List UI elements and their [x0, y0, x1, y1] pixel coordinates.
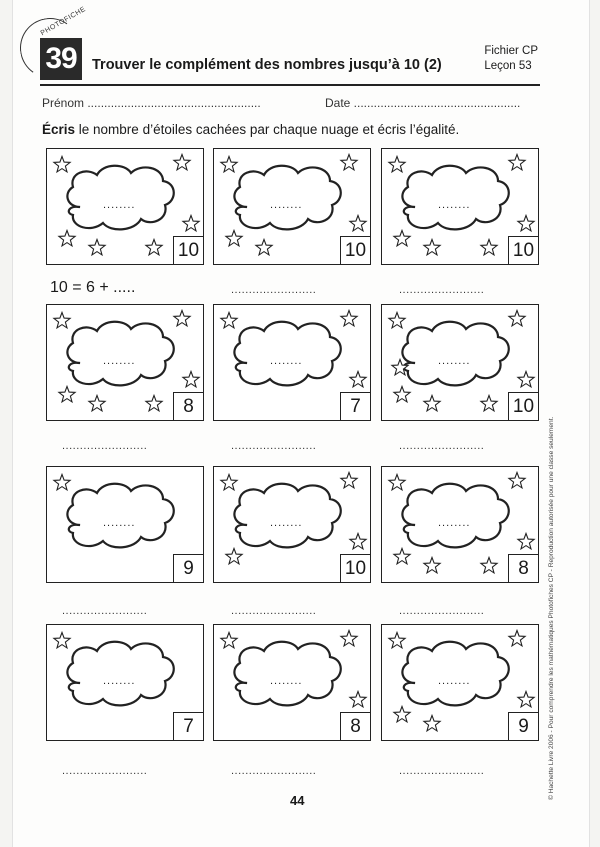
total-number: 7	[340, 392, 371, 421]
star-icon	[341, 631, 357, 646]
star-icon	[424, 396, 440, 411]
fichier-label: Fichier CP	[484, 45, 538, 57]
equality-answer-line[interactable]: ........................	[62, 440, 148, 452]
star-icon	[59, 231, 75, 246]
cloud-icon	[67, 322, 173, 386]
total-number: 8	[340, 712, 371, 741]
cloud-icon	[402, 166, 508, 230]
star-icon	[54, 313, 70, 328]
prenom-field[interactable]: Prénom ....................................................	[42, 96, 261, 110]
star-icon	[481, 396, 497, 411]
cloud-icon	[67, 484, 173, 548]
copyright-notice: © Hachette Livre 2006 - Pour comprendre les mathématiques Photofiches CP - Reproduction autorisée pour une classe seulement.	[548, 416, 555, 800]
star-icon	[350, 692, 366, 707]
sheet-number-badge: 39	[40, 38, 82, 80]
example-equation: 10 = 6 + .....	[50, 279, 136, 296]
badge-arc-text: PHOTOFICHE	[39, 5, 88, 38]
star-cloud-box	[46, 466, 204, 583]
total-number: 10	[173, 236, 204, 265]
star-icon	[518, 372, 534, 387]
cloud-icon	[234, 642, 340, 706]
star-cloud-box	[213, 466, 371, 583]
star-cloud-box	[381, 466, 539, 583]
star-icon	[424, 716, 440, 731]
star-icon	[424, 558, 440, 573]
hidden-stars-answer[interactable]: ........	[438, 675, 471, 687]
star-icon	[221, 313, 237, 328]
star-icon	[350, 534, 366, 549]
star-icon	[481, 240, 497, 255]
hidden-stars-answer[interactable]: ........	[103, 517, 136, 529]
instruction-text: le nombre d’étoiles cachées par chaque nuage et écris l’égalité.	[75, 122, 460, 137]
star-icon	[54, 157, 70, 172]
total-number: 8	[508, 554, 539, 583]
equality-answer-line[interactable]: ........................	[399, 605, 485, 617]
star-icon	[389, 633, 405, 648]
star-cloud-box	[381, 304, 539, 421]
instruction	[42, 122, 459, 137]
star-icon	[394, 707, 410, 722]
star-icon	[183, 216, 199, 231]
star-icon	[392, 360, 408, 375]
date-field[interactable]: Date ..................................................	[325, 96, 521, 110]
star-cloud-box	[381, 148, 539, 265]
cloud-icon	[234, 322, 340, 386]
star-icon	[509, 631, 525, 646]
star-icon	[146, 396, 162, 411]
equality-answer-line[interactable]: ........................	[231, 605, 317, 617]
star-icon	[54, 475, 70, 490]
total-number: 9	[508, 712, 539, 741]
star-icon	[221, 157, 237, 172]
star-icon	[54, 633, 70, 648]
star-icon	[518, 216, 534, 231]
cloud-icon	[67, 642, 173, 706]
star-icon	[518, 534, 534, 549]
star-icon	[481, 558, 497, 573]
star-icon	[89, 240, 105, 255]
star-icon	[389, 475, 405, 490]
total-number: 10	[508, 236, 539, 265]
star-icon	[389, 313, 405, 328]
total-number: 10	[340, 236, 371, 265]
hidden-stars-answer[interactable]: ........	[103, 355, 136, 367]
star-icon	[341, 473, 357, 488]
star-icon	[226, 231, 242, 246]
star-icon	[183, 372, 199, 387]
star-cloud-box	[213, 148, 371, 265]
star-icon	[146, 240, 162, 255]
equality-answer-line[interactable]: ........................	[231, 765, 317, 777]
star-icon	[341, 311, 357, 326]
hidden-stars-answer[interactable]: ........	[438, 355, 471, 367]
total-number: 8	[173, 392, 204, 421]
star-icon	[509, 155, 525, 170]
star-cloud-box	[213, 304, 371, 421]
equality-answer-line[interactable]: ........................	[399, 765, 485, 777]
header-rule	[40, 84, 540, 86]
hidden-stars-answer[interactable]: ........	[103, 199, 136, 211]
star-icon	[221, 633, 237, 648]
star-icon	[389, 157, 405, 172]
cloud-icon	[67, 166, 173, 230]
star-icon	[509, 473, 525, 488]
hidden-stars-answer[interactable]: ........	[270, 675, 303, 687]
star-icon	[89, 396, 105, 411]
hidden-stars-answer[interactable]: ........	[438, 199, 471, 211]
star-icon	[174, 311, 190, 326]
equality-answer-line[interactable]: ........................	[62, 605, 148, 617]
equality-answer-line[interactable]: ........................	[231, 284, 317, 296]
star-cloud-box	[213, 624, 371, 741]
page-number: 44	[290, 793, 305, 808]
star-icon	[394, 231, 410, 246]
star-icon	[59, 387, 75, 402]
total-number: 7	[173, 712, 204, 741]
star-cloud-box	[381, 624, 539, 741]
total-number: 10	[340, 554, 371, 583]
star-icon	[221, 475, 237, 490]
equality-answer-line[interactable]: ........................	[231, 440, 317, 452]
equality-answer-line[interactable]: ........................	[399, 440, 485, 452]
star-icon	[424, 240, 440, 255]
star-icon	[394, 387, 410, 402]
star-icon	[226, 549, 242, 564]
equality-answer-line[interactable]: ........................	[399, 284, 485, 296]
fichier-lecon	[484, 44, 538, 74]
cloud-icon	[402, 322, 508, 386]
hidden-stars-answer[interactable]: ........	[438, 517, 471, 529]
lecon-label: Leçon 53	[484, 60, 532, 72]
cloud-icon	[402, 484, 508, 548]
hidden-stars-answer[interactable]: ........	[270, 517, 303, 529]
star-icon	[518, 692, 534, 707]
cloud-icon	[402, 642, 508, 706]
instruction-verb: Écris	[42, 122, 76, 137]
total-number: 9	[173, 554, 204, 583]
star-icon	[394, 549, 410, 564]
page-title: Trouver le complément des nombres jusqu’à 10 (2)	[92, 57, 442, 73]
hidden-stars-answer[interactable]: ........	[103, 675, 136, 687]
star-icon	[509, 311, 525, 326]
star-cloud-box	[46, 148, 204, 265]
equality-answer-line[interactable]: ........................	[62, 765, 148, 777]
hidden-stars-answer[interactable]: ........	[270, 199, 303, 211]
total-number: 10	[508, 392, 539, 421]
star-icon	[350, 372, 366, 387]
star-icon	[350, 216, 366, 231]
hidden-stars-answer[interactable]: ........	[270, 355, 303, 367]
cloud-icon	[234, 166, 340, 230]
star-cloud-box	[46, 304, 204, 421]
star-icon	[174, 155, 190, 170]
star-icon	[341, 155, 357, 170]
star-cloud-box	[46, 624, 204, 741]
star-icon	[256, 240, 272, 255]
cloud-icon	[234, 484, 340, 548]
